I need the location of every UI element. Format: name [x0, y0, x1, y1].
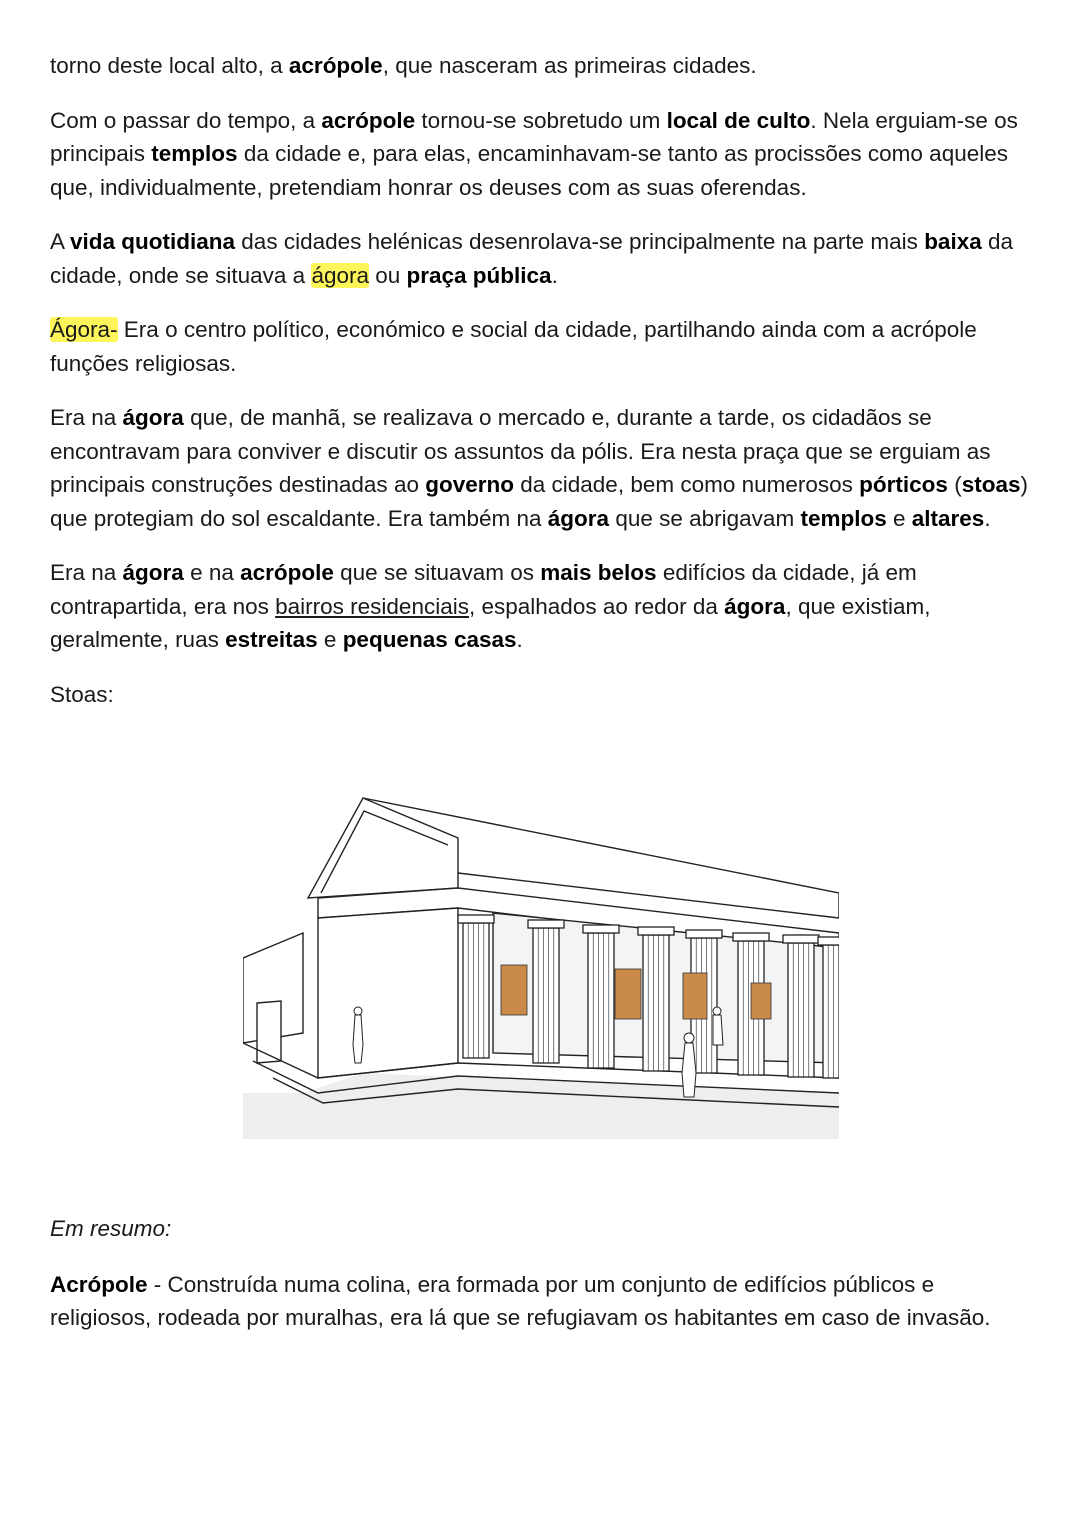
bold-text: ágora	[122, 560, 184, 585]
text-run: .	[516, 627, 523, 652]
bold-text: templos	[800, 505, 887, 531]
bold-text: ágora	[122, 405, 184, 430]
bold-text: vida quotidiana	[70, 229, 236, 254]
column-capital	[458, 915, 494, 923]
bold-text: estreitas	[225, 627, 318, 652]
text-run: que, de manhã, se realizava o mercado e, durante a tarde, os cidadãos se encontravam para conviver e discutir os assuntos da pólis. Era nesta praça que se erguiam as principais construções destinadas ao	[50, 405, 991, 497]
column	[588, 933, 614, 1068]
column-capital	[783, 935, 819, 943]
text-run: , que existiam, geralmente, ruas	[50, 593, 931, 652]
paragraph	[50, 225, 1040, 292]
document-body	[50, 49, 1040, 732]
text-run: (	[947, 472, 962, 497]
column	[788, 943, 814, 1077]
highlighted-text: ágora	[311, 262, 369, 288]
bold-text: acrópole	[288, 53, 383, 78]
text-run: da cidade, bem como numerosos	[513, 472, 860, 497]
text-run: . Nela erguiam-se os principais	[50, 107, 1018, 166]
bold-text: stoas	[961, 472, 1021, 497]
text-run: Era na	[50, 405, 123, 430]
paragraph	[50, 678, 1040, 712]
text-run: .	[551, 262, 558, 288]
text-run: torno deste local alto, a	[50, 53, 289, 78]
text-run: ou	[368, 262, 407, 288]
paragraph	[50, 1268, 1040, 1335]
bold-text: templos	[151, 141, 238, 166]
summary-section	[50, 1212, 1040, 1356]
text-run: que se situavam os	[333, 560, 541, 585]
text-run: Stoas:	[50, 681, 114, 707]
bold-text: mais belos	[540, 560, 657, 585]
bold-text: altares	[911, 505, 985, 531]
paragraph	[50, 49, 1040, 83]
text-run: Era o centro político, económico e social da cidade, partilhando ainda com a acrópole funções religiosas.	[50, 317, 977, 376]
bold-text: pequenas casas	[342, 627, 517, 652]
column	[823, 945, 839, 1078]
text-run: tornou-se sobretudo um	[415, 107, 667, 133]
paragraph	[50, 313, 1040, 380]
column-capital	[583, 925, 619, 933]
bold-text: pórticos	[859, 472, 948, 497]
text-run: A	[50, 229, 71, 254]
text-run: .	[984, 505, 991, 531]
bold-text: baixa	[924, 229, 982, 254]
text-run: das cidades helénicas desenrolava-se principalmente na parte mais	[235, 229, 925, 254]
text-run: ) que protegiam do sol escaldante. Era também na	[50, 472, 1028, 531]
text-run: - Construída numa colina, era formada por um conjunto de edifícios públicos e religiosos, rodeada por muralhas, era lá que se refugiavam os habitantes em caso de invasão.	[50, 1271, 991, 1330]
text-run: edifícios da cidade, já em contrapartida, era nos	[50, 560, 917, 619]
column-capital	[638, 927, 674, 935]
text-run: Em resumo:	[50, 1216, 172, 1241]
column-capital	[733, 933, 769, 941]
text-run: , espalhados ao redor da	[468, 593, 725, 619]
bold-text: acrópole	[240, 560, 334, 585]
text-run: da cidade, onde se situava a	[50, 229, 1014, 288]
column-capital	[686, 930, 722, 938]
stoa-illustration	[243, 793, 839, 1139]
column-capital	[528, 920, 564, 928]
column	[533, 928, 559, 1063]
text-run: Era na	[50, 560, 123, 585]
bold-text: local de culto	[666, 107, 811, 133]
bold-text: Acrópole	[50, 1271, 148, 1297]
highlighted-text: Ágora-	[50, 317, 118, 342]
column	[643, 935, 669, 1071]
bold-text: praça pública	[406, 262, 552, 288]
text-run: bairros residenciais	[275, 593, 469, 619]
column	[463, 923, 489, 1058]
text-run: da cidade e, para elas, encaminhavam-se tanto as procissões como aqueles que, individualmente, pretendiam honrar os deuses com as suas oferendas.	[50, 141, 1009, 200]
bold-text: ágora	[547, 505, 610, 531]
bold-text: ágora	[724, 593, 786, 619]
text-run: Com o passar do tempo, a	[50, 107, 322, 133]
bold-text: governo	[425, 472, 514, 497]
paragraph	[50, 556, 1040, 657]
text-run: , que nasceram as primeiras cidades.	[382, 53, 757, 78]
paragraph	[50, 104, 1040, 205]
paragraph	[50, 401, 1040, 535]
text-run: que se abrigavam	[609, 505, 801, 531]
text-run: e	[886, 505, 912, 531]
text-run: e na	[183, 560, 241, 585]
bold-text: acrópole	[321, 107, 416, 133]
paragraph	[50, 1212, 1040, 1246]
column-capital	[818, 937, 839, 945]
text-run: e	[317, 627, 343, 652]
